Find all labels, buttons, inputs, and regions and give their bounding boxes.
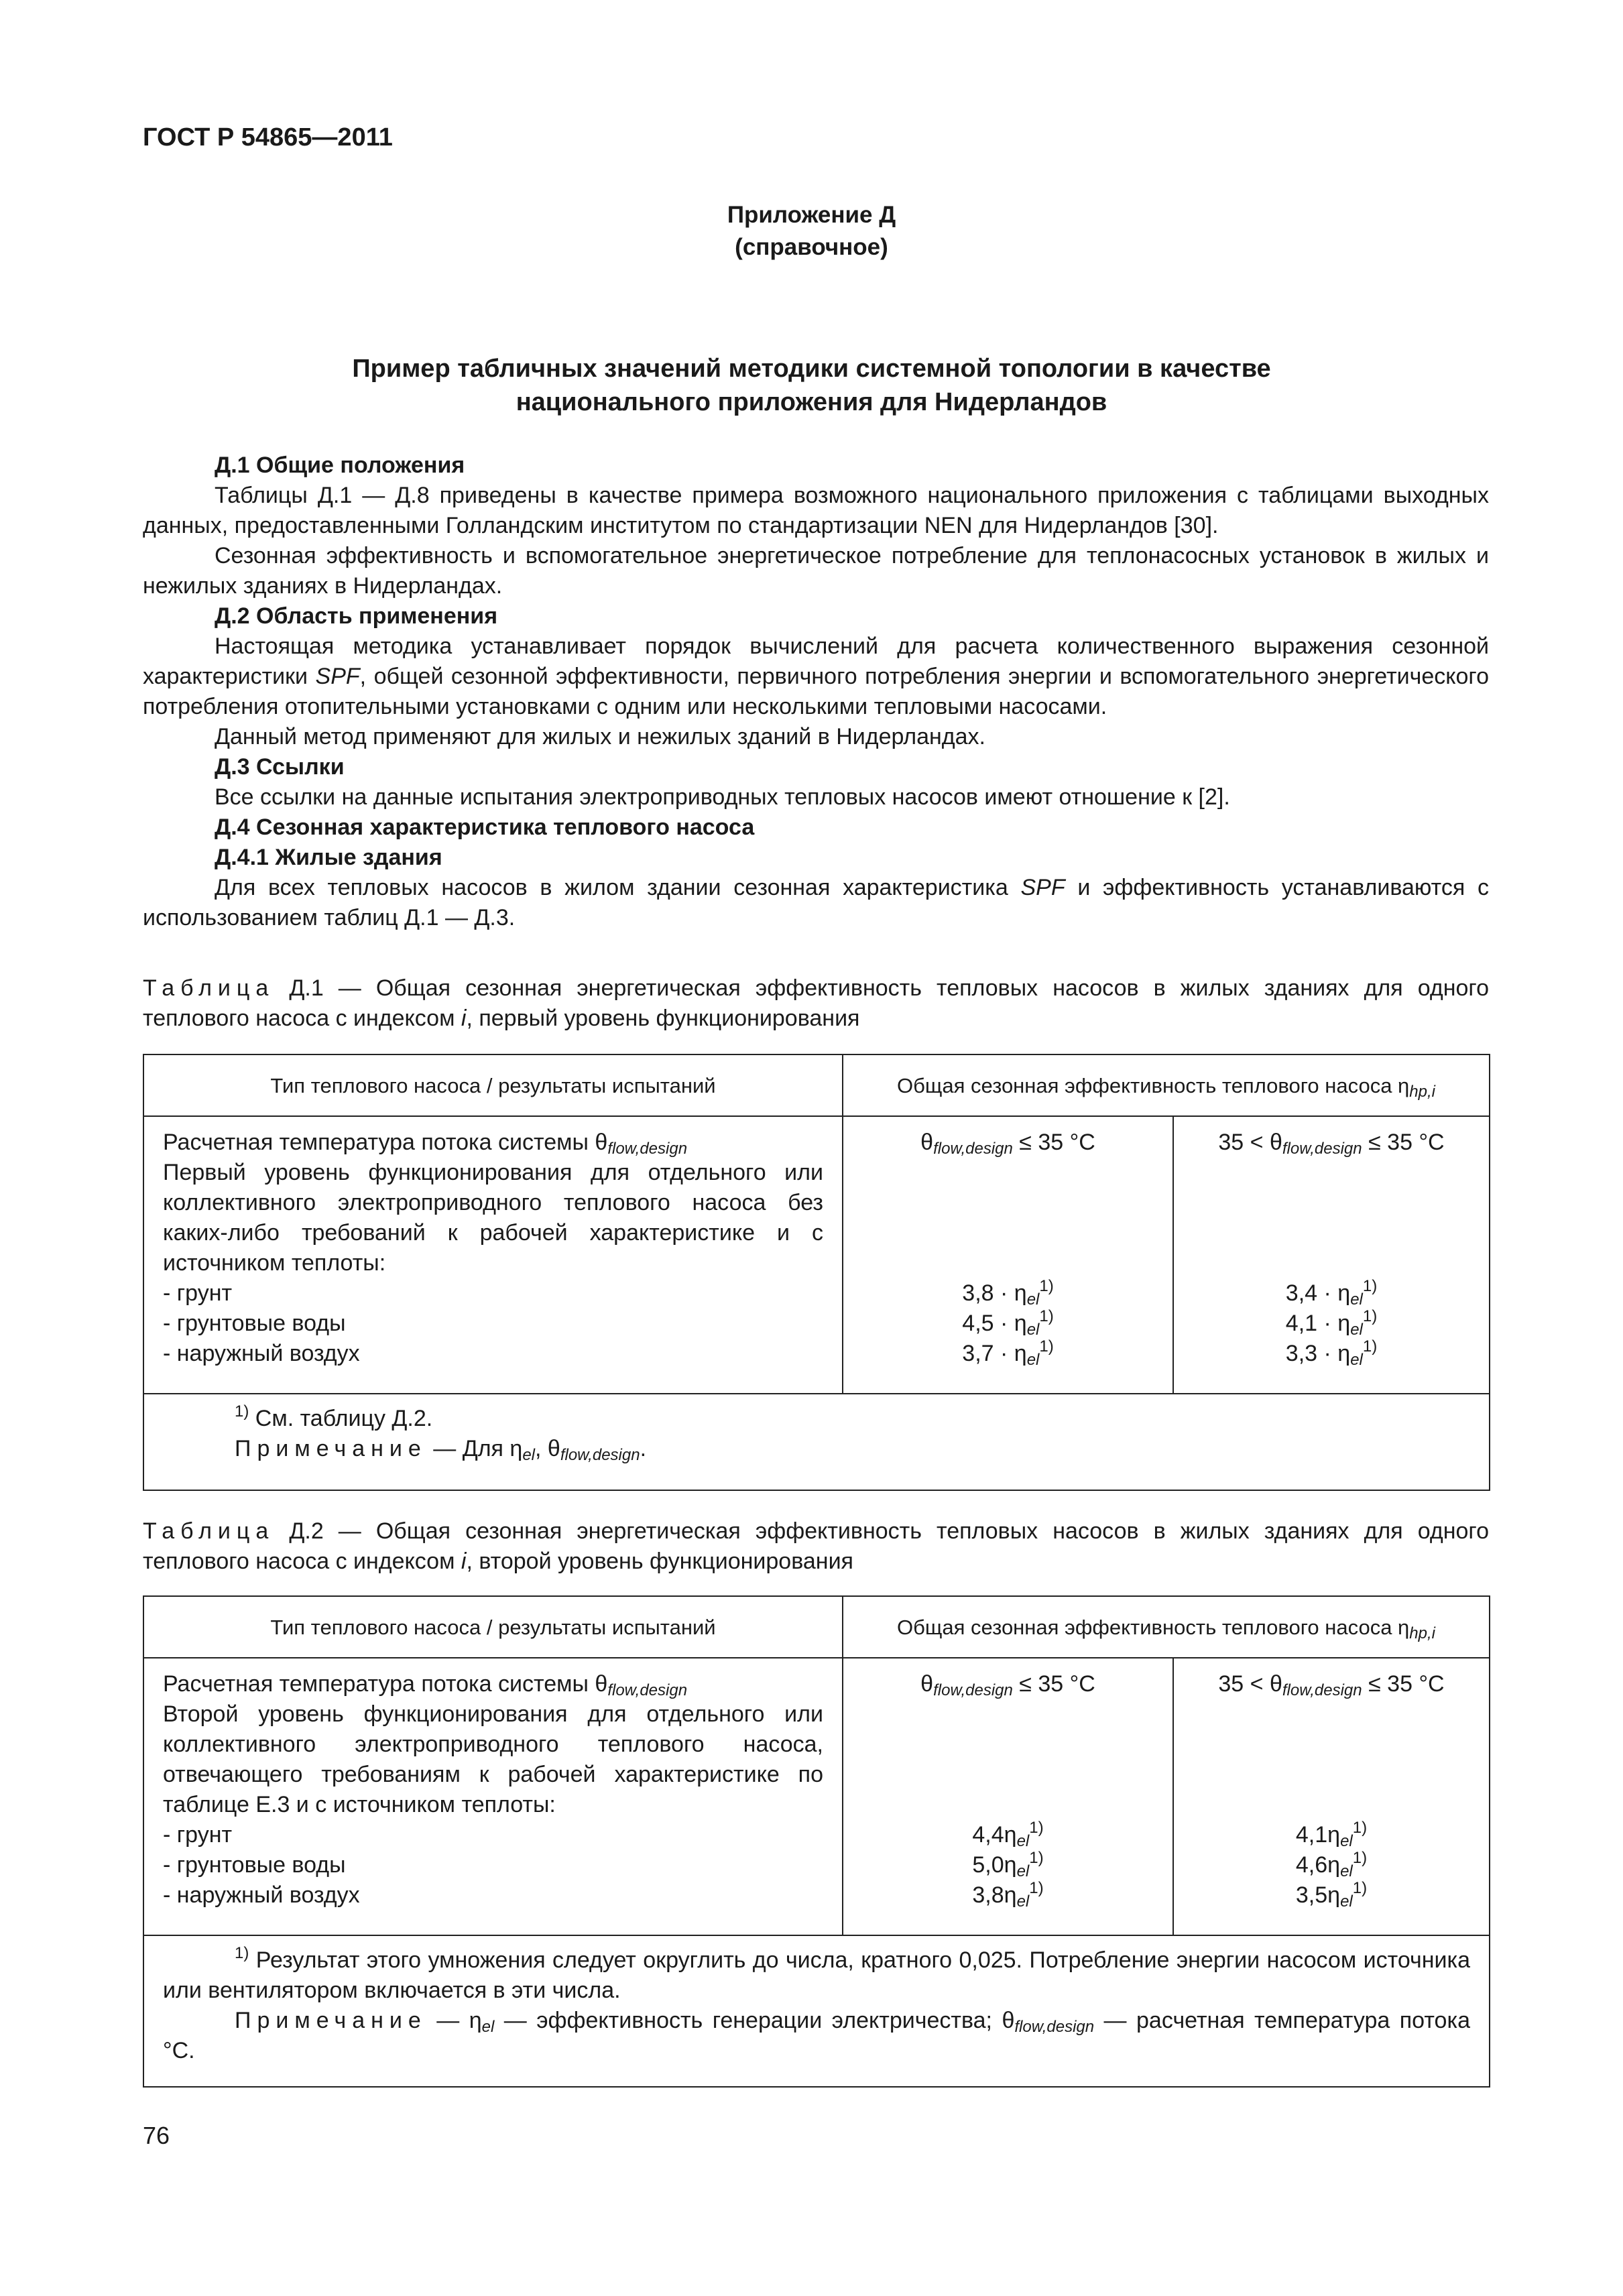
table1-cond1: $\theta_{flow,design} \le 35$ °C	[920, 1130, 1095, 1158]
table1-col2-header: Общая сезонная эффективность теплового насоса $\eta_{hp,i}$	[843, 1054, 1490, 1116]
table2-src-air: - наружный воздух	[163, 1882, 360, 1908]
table1-src-groundwater: - грунтовые воды	[163, 1311, 346, 1336]
table1-caption: Таблица Д.1 — Общая сезонная энергетическая эффективность тепловых насосов в жилых зданиях для одного теплового насоса с индексом i, первый уровень функционирования	[143, 975, 1489, 1031]
table2-c2-ground: $4,1\eta_{el}^{1)}$	[1295, 1819, 1368, 1850]
table1-c2-air: $3,3 \cdot \eta_{el}^{1)}$	[1285, 1337, 1378, 1369]
paragraph-d2-2: Данный метод применяют для жилых и нежилых зданий в Нидерландах.	[215, 724, 985, 749]
section-heading-d4: Д.4 Сезонная характеристика теплового насоса	[215, 814, 755, 840]
table2-c2-groundwater: $4,6\eta_{el}^{1)}$	[1295, 1849, 1368, 1880]
table2-cond1: $\theta_{flow,design} \le 35$ °C	[920, 1671, 1095, 1699]
section-heading-d41: Д.4.1 Жилые здания	[215, 845, 442, 870]
table1-col-cond2	[1173, 1116, 1490, 1394]
section-heading-d2: Д.2 Область применения	[215, 603, 498, 629]
table1-c2-ground: $3,4 \cdot \eta_{el}^{1)}$	[1285, 1277, 1378, 1309]
paragraph-d1-1: Таблицы Д.1 — Д.8 приведены в качестве примера возможного национального приложения с таблицами выходных данных, предоставленными Голландским институтом по стандартизации NEN для Нидерландов [30].	[143, 483, 1489, 538]
table1-col1-header: Тип теплового насоса / результаты испытаний	[143, 1054, 843, 1116]
table1-row-description	[143, 1116, 843, 1394]
table2-src-ground: - грунт	[163, 1822, 233, 1848]
document-id: ГОСТ Р 54865—2011	[143, 123, 393, 152]
table1-footnotes	[143, 1394, 1490, 1490]
table2-caption: Таблица Д.2 — Общая сезонная энергетическая эффективность тепловых насосов в жилых зданиях для одного теплового насоса с индексом i, второй уровень функционирования	[143, 1518, 1489, 1574]
table2-note: Примечание — $\eta_{el}$ — эффективность генерации электричества; $\theta_{flow,design}$ — расчетная температура потока °C.	[163, 2008, 1470, 2063]
table1-c1-groundwater: $4,5 \cdot \eta_{el}^{1)}$	[962, 1307, 1054, 1339]
table1-col-cond1	[843, 1116, 1173, 1394]
paragraph-d1-2: Сезонная эффективность и вспомогательное энергетическое потребление для теплонасосных установок в жилых и нежилых зданиях в Нидерландах.	[143, 543, 1489, 599]
page-number: 76	[143, 2122, 170, 2149]
table2-src-groundwater: - грунтовые воды	[163, 1852, 346, 1878]
table2-footnotes	[143, 1935, 1490, 2087]
table1-cond2: $35 < \theta_{flow,design} \le 35$ °C	[1218, 1130, 1445, 1158]
body-text	[143, 450, 1489, 933]
annex-title	[0, 352, 1623, 419]
table1-footnote: $^{1)}$ См. таблицу Д.2.	[235, 1402, 433, 1431]
table1	[143, 1054, 1490, 1491]
annex-title-line1: Пример табличных значений методики системной топологии в качестве	[352, 355, 1271, 383]
annex-heading	[0, 199, 1623, 263]
paragraph-d41-1: Для всех тепловых насосов в жилом здании сезонная характеристика SPF и эффективность устанавливаются с использованием таблиц Д.1 — Д.3.	[143, 875, 1489, 930]
table2-col-cond2	[1173, 1658, 1490, 1935]
table1-desc: Первый уровень функционирования для отдельного или коллективного электроприводного теплового насоса без каких-либо требований к рабочей характеристике и с источником теплоты:	[163, 1160, 823, 1276]
paragraph-d2-1: Настоящая методика устанавливает порядок вычислений для расчета количественного выражения сезонной характеристики SPF, общей сезонной эффективности, первичного потребления энергии и вспомогательного энергетического потребления отопительными установками с одним или несколькими тепловыми насосами.	[143, 633, 1489, 719]
section-heading-d1: Д.1 Общие положения	[215, 452, 465, 478]
table2-desc: Второй уровень функционирования для отдельного или коллективного электроприводного теплового насоса, отвечающего требованиям к рабочей характеристике по таблице Е.3 и с источником теплоты:	[163, 1701, 823, 1817]
table1-c1-air: $3,7 \cdot \eta_{el}^{1)}$	[962, 1337, 1054, 1369]
table2-row-description	[143, 1658, 843, 1935]
table1-flow-label: Расчетная температура потока системы $\theta_{flow,design}$	[163, 1130, 688, 1158]
table2-c1-ground: $4,4\eta_{el}^{1)}$	[972, 1819, 1044, 1850]
annex-title-line2: национального приложения для Нидерландов	[516, 388, 1107, 416]
table2-c2-air: $3,5\eta_{el}^{1)}$	[1295, 1879, 1368, 1911]
table1-src-air: - наружный воздух	[163, 1341, 360, 1366]
table2-flow-label: Расчетная температура потока системы $\theta_{flow,design}$	[163, 1671, 688, 1699]
table2-col-cond1	[843, 1658, 1173, 1935]
table1-c2-groundwater: $4,1 \cdot \eta_{el}^{1)}$	[1285, 1307, 1378, 1339]
table2-c1-groundwater: $5,0\eta_{el}^{1)}$	[972, 1849, 1044, 1880]
table2-col1-header: Тип теплового насоса / результаты испытаний	[143, 1596, 843, 1658]
table2	[143, 1595, 1490, 2088]
table2-col2-header: Общая сезонная эффективность теплового насоса $\eta_{hp,i}$	[843, 1596, 1490, 1658]
table2-footnote: $^{1)}$ Результат этого умножения следует округлить до числа, кратного 0,025. Потребление энергии насосом источника или вентилятором включается в эти числа.	[163, 1944, 1470, 2003]
table1-src-ground: - грунт	[163, 1280, 233, 1306]
section-heading-d3: Д.3 Ссылки	[215, 754, 345, 780]
table2-cond2: $35 < \theta_{flow,design} \le 35$ °C	[1218, 1671, 1445, 1699]
table1-note: Примечание — Для $\eta_{el}$, $\theta_{flow,design}$.	[235, 1436, 647, 1464]
annex-label: Приложение Д	[727, 202, 896, 228]
table1-c1-ground: $3,8 \cdot \eta_{el}^{1)}$	[962, 1277, 1054, 1309]
table2-c1-air: $3,8\eta_{el}^{1)}$	[972, 1879, 1044, 1911]
annex-type: (справочное)	[735, 234, 888, 260]
paragraph-d3-1: Все ссылки на данные испытания электроприводных тепловых насосов имеют отношение к [2].	[215, 784, 1230, 810]
